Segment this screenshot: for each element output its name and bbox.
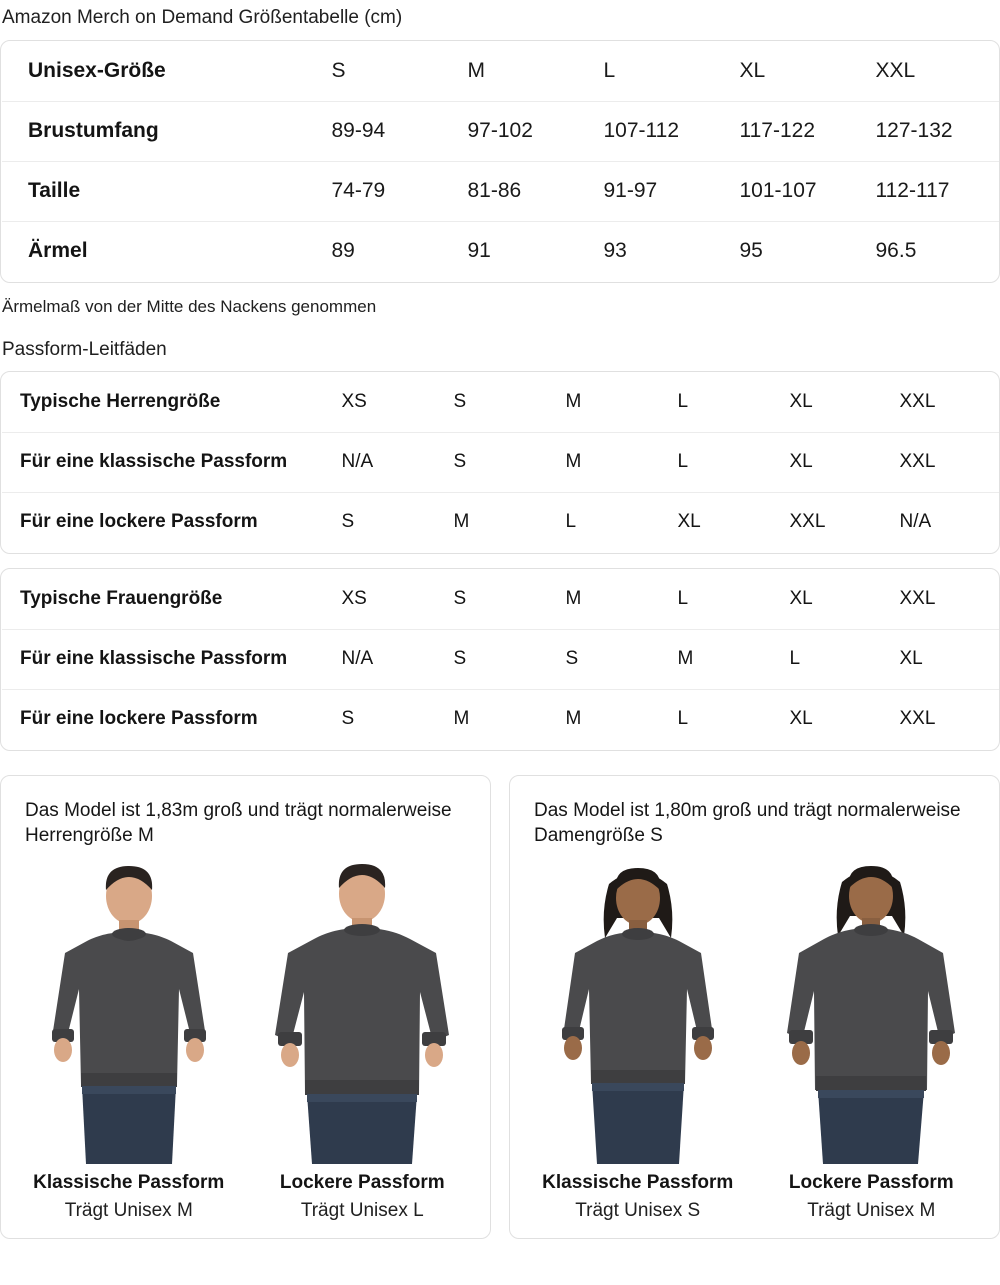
fit-label: Klassische Passform [33,1171,225,1193]
fit-table-men-wrapper [0,371,1000,554]
cell: XS [332,372,444,432]
fit-table-women [1,569,1000,750]
size-table-wrapper [0,40,1000,283]
cell: L [668,372,780,432]
cell: XXL [890,569,1000,629]
cell: 89-94 [322,101,458,161]
cell: M [556,372,668,432]
model-card-title: Das Model ist 1,80m groß und trägt normalerweise Damengröße S [534,799,961,847]
cell: S [444,432,556,492]
cell: 96.5 [875,239,917,263]
female-model-relaxed-illustration [758,864,986,1164]
figure-row [524,864,985,1228]
female-model-classic-illustration [524,864,752,1164]
table-row [2,689,1000,749]
cell: L [677,708,689,730]
table-row [2,432,1000,492]
fit-table-men [1,372,1000,553]
cell: S [341,708,355,730]
table-row [2,41,1000,101]
cell: XXL [789,511,826,533]
cell: M [556,569,668,629]
cell: N/A [332,629,444,689]
cell: 112-117 [866,161,1000,221]
model-card-title: Das Model ist 1,83m groß und trägt normalerweise Herrengröße M [25,799,452,847]
cell: XXL [899,708,936,730]
figure-classic-fit-female [524,864,752,1228]
cell: XL [730,41,866,101]
figure-row [15,864,476,1228]
cell: 81-86 [458,161,594,221]
table-row [2,629,1000,689]
cell: XL [780,432,890,492]
fit-label: Klassische Passform [542,1171,734,1193]
cell: XL [780,372,890,432]
cell: L [780,629,890,689]
cell: 93 [603,239,627,263]
wears-label: Trägt Unisex S [575,1199,701,1221]
table-row [2,101,1000,161]
cell: XL [677,511,701,533]
table-row [2,161,1000,221]
table-row [2,569,1000,629]
cell: 74-79 [322,161,458,221]
model-card-female [509,775,1000,1239]
row-label: Taille [2,161,322,221]
cell: 127-132 [866,101,1000,161]
fit-label: Lockere Passform [788,1171,954,1193]
model-card-male [0,775,491,1239]
table-spacer [0,554,1000,568]
cell: N/A [899,511,932,533]
row-label: Typische Herrengröße [2,372,332,432]
cell: M [453,708,470,730]
cell: XXL [890,372,1000,432]
cell: L [565,511,577,533]
cell: XL [890,629,1000,689]
table-row [2,372,1000,432]
cell: XL [789,708,813,730]
row-label: Brustumfang [2,101,322,161]
figure-relaxed-fit-female [758,864,986,1228]
cell: S [341,511,355,533]
cell: M [458,41,594,101]
male-model-classic-illustration [15,864,243,1164]
wears-label: Trägt Unisex M [64,1199,193,1221]
wears-label: Trägt Unisex M [807,1199,936,1221]
cell: S [322,41,458,101]
cell: M [565,708,582,730]
cell: L [668,569,780,629]
cell: L [594,41,730,101]
cell: 117-122 [730,101,866,161]
cell: S [444,629,556,689]
fit-label: Lockere Passform [279,1171,445,1193]
cell: XXL [866,41,1000,101]
cell: N/A [332,432,444,492]
cell: 107-112 [594,101,730,161]
row-label: Typische Frauengröße [2,569,332,629]
figure-relaxed-fit-male [249,864,477,1228]
cell: S [444,372,556,432]
row-label: Für eine lockere Passform [20,511,258,533]
row-label: Für eine klassische Passform [2,629,332,689]
cell: S [444,569,556,629]
model-cards [0,775,1000,1239]
row-label: Unisex-Größe [2,41,322,101]
fit-table-women-wrapper [0,568,1000,751]
size-table [1,41,1000,282]
cell: XL [780,569,890,629]
row-label: Ärmel [28,239,88,263]
cell: XS [332,569,444,629]
cell: 101-107 [730,161,866,221]
cell: L [668,432,780,492]
sleeve-measurement-note: Ärmelmaß von der Mitte des Nackens genommen [2,296,377,316]
male-model-relaxed-illustration [249,864,477,1164]
row-label: Für eine lockere Passform [20,708,258,730]
figure-classic-fit-male [15,864,243,1228]
cell: M [453,511,470,533]
cell: M [668,629,780,689]
cell: 97-102 [458,101,594,161]
fit-guides-label: Passform-Leitfäden [2,338,167,360]
row-label: Für eine klassische Passform [2,432,332,492]
cell: 91 [467,239,491,263]
table-row [2,492,1000,552]
table-row [2,221,1000,281]
wears-label: Trägt Unisex L [300,1199,424,1221]
cell: 95 [739,239,763,263]
cell: XXL [890,432,1000,492]
cell: 91-97 [594,161,730,221]
cell: M [556,432,668,492]
page-title: Amazon Merch on Demand Größentabelle (cm) [2,7,403,28]
cell: 89 [331,239,355,263]
cell: S [556,629,668,689]
